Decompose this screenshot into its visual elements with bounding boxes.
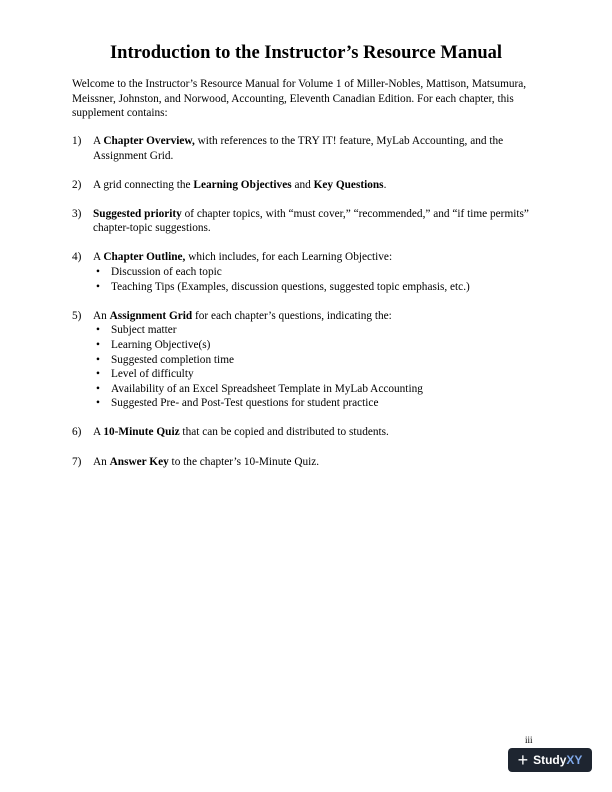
badge-accent-text: XY [566,752,583,767]
item-text: A Chapter Overview, with references to the TRY IT! feature, MyLab Accounting, and the Assignment Grid. [93,135,504,162]
bullet-item: • Level of difficulty [93,367,542,382]
studyxy-badge[interactable] [508,748,592,772]
item-number: 3) [72,207,82,220]
bullet-item: • Teaching Tips (Examples, discussion questions, suggested topic emphasis, etc.) [93,280,542,295]
page-number: iii [525,735,533,745]
intro-paragraph: Welcome to the Instructor’s Resource Manual for Volume 1 of Miller-Nobles, Mattison, Matsumura, Meissner, Johnston, and Norwood, Accounting, Eleventh Canadian Edition. For each chapter, this supplement contains: [72,78,527,120]
item-text: Suggested priority of chapter topics, with “must cover,” “recommended,” and “if time permits” chapter-topic suggestions. [93,207,529,235]
item-number: 5) [72,309,82,322]
list-item [72,309,542,411]
item-text: A 10-Minute Quiz that can be copied and distributed to students. [93,426,389,439]
page-title: Introduction to the Instructor’s Resource Manual [109,43,503,63]
item-text: A Chapter Outline, which includes, for each Learning Objective: • Discussion of each topic • Teaching Tips (Examples, discussion questions, suggested topic emphasis, etc.) [93,250,542,294]
list-item [72,455,542,470]
bullet-item: • Learning Objective(s) [93,338,542,353]
list-item [72,207,542,236]
item-number: 2) [72,178,82,191]
badge-text: Study [533,752,567,767]
item-number: 1) [72,135,82,147]
bullet-item: • Discussion of each topic [93,265,542,280]
list-item [72,425,542,440]
item-number: 7) [72,455,82,468]
bullet-list [93,323,542,411]
item-text: A grid connecting the Learning Objectives and Key Questions. [93,178,387,191]
bullet-item: • Availability of an Excel Spreadsheet Template in MyLab Accounting [93,382,542,397]
list-item [72,178,542,193]
bullet-list [93,265,542,294]
plus-icon: + [517,750,529,770]
item-number: 6) [72,426,82,439]
bullet-item: • Subject matter [93,323,542,338]
item-text: An Assignment Grid for each chapter’s questions, indicating the: • Subject matter • Learning Objective(s) • Suggested completion time • Level of difficulty • Availability of an Excel Spreadsheet Template in MyLab Accounting • Suggested Pre- and Post-Test questions for student practice [93,309,542,411]
bullet-item: • Suggested Pre- and Post-Test questions for student practice [93,396,542,411]
item-number: 4) [72,251,82,264]
bullet-item: • Suggested completion time [93,353,542,368]
list-item [72,134,542,163]
list-item [72,250,542,294]
item-text: An Answer Key to the chapter’s 10-Minute Quiz. [93,455,320,468]
contents-list [72,134,542,484]
